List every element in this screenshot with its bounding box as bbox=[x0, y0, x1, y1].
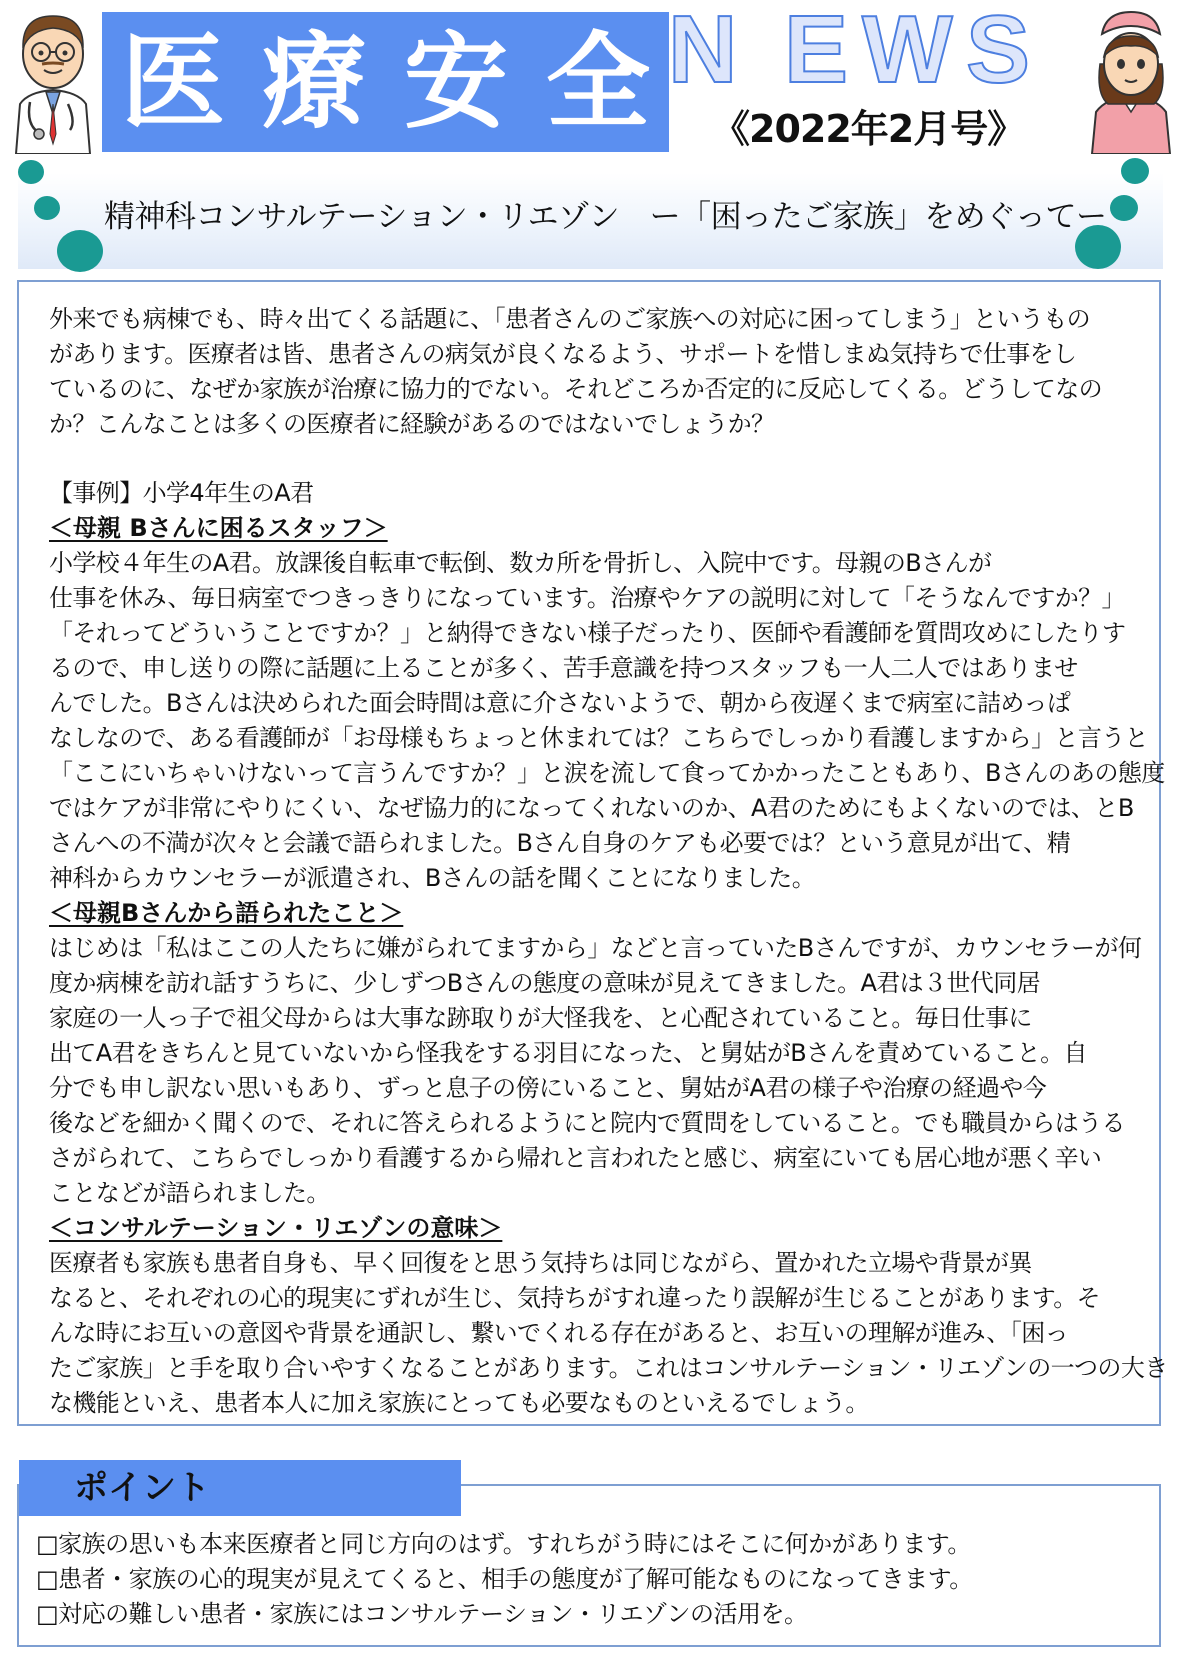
body-line: なしなので、ある看護師が「お母様もちょっと休まれては？こちらでしっかり看護しますから」と言うと bbox=[49, 724, 1149, 752]
title-char-2: 療 bbox=[243, 12, 385, 152]
body-line: はじめは「私はここの人たちに嫌がられてますから」などと言っていたBさんですが、カウンセラーが何 bbox=[49, 934, 1142, 962]
intro-line: ているのに、なぜか家族が治療に協力的でない。それどころか否定的に反応してくる。どうしてなの bbox=[49, 375, 1102, 403]
point-item: □対応の難しい患者・家族にはコンサルテーション・リエゾンの活用を。 bbox=[36, 1600, 808, 1628]
body-line: んでした。Bさんは決められた面会時間は意に介さないようで、朝から夜遅くまで病室に詰めっぱ bbox=[49, 689, 1071, 717]
point-item: □患者・家族の心的現実が見えてくると、相手の態度が了解可能なものになってきます。 bbox=[36, 1565, 973, 1593]
article-title: 精神科コンサルテーション・リエゾン ー「困ったご家族」をめぐってー bbox=[104, 199, 1107, 235]
body-line: 仕事を休み、毎日病室でつきっきりになっています。治療やケアの説明に対して「そうなんですか？」 bbox=[49, 584, 1125, 612]
section-heading: ＜コンサルテーション・リエゾンの意味＞ bbox=[49, 1214, 503, 1242]
body-line: な機能といえ、患者本人に加え家族にとっても必要なものといえるでしょう。 bbox=[49, 1389, 869, 1417]
decor-dot bbox=[1110, 195, 1138, 221]
intro-line: か？こんなことは多くの医療者に経験があるのではないでしょうか？ bbox=[49, 410, 775, 438]
body-line: ことなどが語られました。 bbox=[49, 1179, 330, 1207]
nurse-illustration bbox=[1086, 4, 1176, 154]
decor-dot bbox=[34, 196, 60, 220]
decor-dot bbox=[57, 230, 103, 272]
body-line: 分でも申し訳ない思いもあり、ずっと息子の傍にいること、舅姑がA君の様子や治療の経過や今 bbox=[49, 1074, 1047, 1102]
section-heading: ＜母親 Bさんに困るスタッフ＞ bbox=[49, 514, 388, 542]
case-label: 【事例】小学4年生のA君 bbox=[49, 479, 314, 507]
body-line: 小学校４年生のA君。放課後自転車で転倒、数カ所を骨折し、入院中です。母親のBさんが bbox=[49, 549, 992, 577]
body-line: 医療者も家族も患者自身も、早く回復をと思う気持ちは同じながら、置かれた立場や背景が異 bbox=[49, 1249, 1032, 1277]
body-line: なると、それぞれの心的現実にずれが生じ、気持ちがすれ違ったり誤解が生じることがあります。そ bbox=[49, 1284, 1101, 1312]
body-line: ではケアが非常にやりにくい、なぜ協力的になってくれないのか、A君のためにもよくないのでは、とB bbox=[49, 794, 1134, 822]
title-char-1: 医 bbox=[102, 12, 244, 152]
news-letter-w: W bbox=[862, 0, 953, 103]
body-line: るので、申し送りの際に話題に上ることが多く、苦手意識を持つスタッフも一人二人ではありませ bbox=[49, 654, 1078, 682]
title-char-4: 全 bbox=[527, 12, 669, 152]
decor-dot bbox=[18, 160, 44, 184]
body-line: 出てA君をきちんと見ていないから怪我をする羽目になった、と舅姑がBさんを責めていること。自 bbox=[49, 1039, 1087, 1067]
body-line: さんへの不満が次々と会議で語られました。Bさん自身のケアも必要では？という意見が出て、精 bbox=[49, 829, 1071, 857]
point-item: □家族の思いも本来医療者と同じ方向のはず。すれちがう時にはそこに何かがあります。 bbox=[36, 1530, 971, 1558]
body-line: 「ここにいちゃいけないって言うんですか？」と涙を流して食ってかかったこともあり、Bさんのあの態度 bbox=[49, 759, 1165, 787]
body-line: 家庭の一人っ子で祖父母からは大事な跡取りが大怪我を、と心配されていること。毎日仕事に bbox=[49, 1004, 1032, 1032]
body-line: んな時にお互いの意図や背景を通訳し、繋いでくれる存在があると、お互いの理解が進み、「困っ bbox=[49, 1319, 1069, 1347]
body-line: 後などを細かく聞くので、それに答えられるようにと院内で質問をしていること。でも職員からはうる bbox=[49, 1109, 1125, 1137]
section-heading: ＜母親Bさんから語られたこと＞ bbox=[49, 899, 404, 927]
body-line: 「それってどういうことですか？」と納得できない様子だったり、医師や看護師を質問攻めにしたりす bbox=[49, 619, 1126, 647]
intro-line: があります。医療者は皆、患者さんの病気が良くなるよう、サポートを惜しまぬ気持ちで仕事をし bbox=[49, 340, 1077, 368]
body-line: さがられて、こちらでしっかり看護するから帰れと言われたと感じ、病室にいても居心地が悪く辛い bbox=[49, 1144, 1102, 1172]
body-line: 神科からカウンセラーが派遣され、Bさんの話を聞くことになりました。 bbox=[49, 864, 816, 892]
point-title: ポイント bbox=[74, 1468, 210, 1508]
issue-date: 《2022年2月号》 bbox=[712, 107, 1025, 151]
decor-dot bbox=[1121, 158, 1149, 184]
news-letter-n: N bbox=[668, 0, 738, 103]
news-letter-s: S bbox=[966, 0, 1031, 103]
body-line: 度か病棟を訪れ話すうちに、少しずつBさんの態度の意味が見えてきました。A君は３世代同居 bbox=[49, 969, 1041, 997]
intro-line: 外来でも病棟でも、時々出てくる話題に、「患者さんのご家族への対応に困ってしまう」というもの bbox=[49, 305, 1090, 333]
title-char-3: 安 bbox=[385, 12, 527, 152]
news-letter-e: E bbox=[784, 0, 849, 103]
doctor-illustration bbox=[8, 4, 98, 154]
body-line: たご家族」と手を取り合いやすくなることがあります。これはコンサルテーション・リエゾンの一つの大き bbox=[49, 1354, 1168, 1382]
